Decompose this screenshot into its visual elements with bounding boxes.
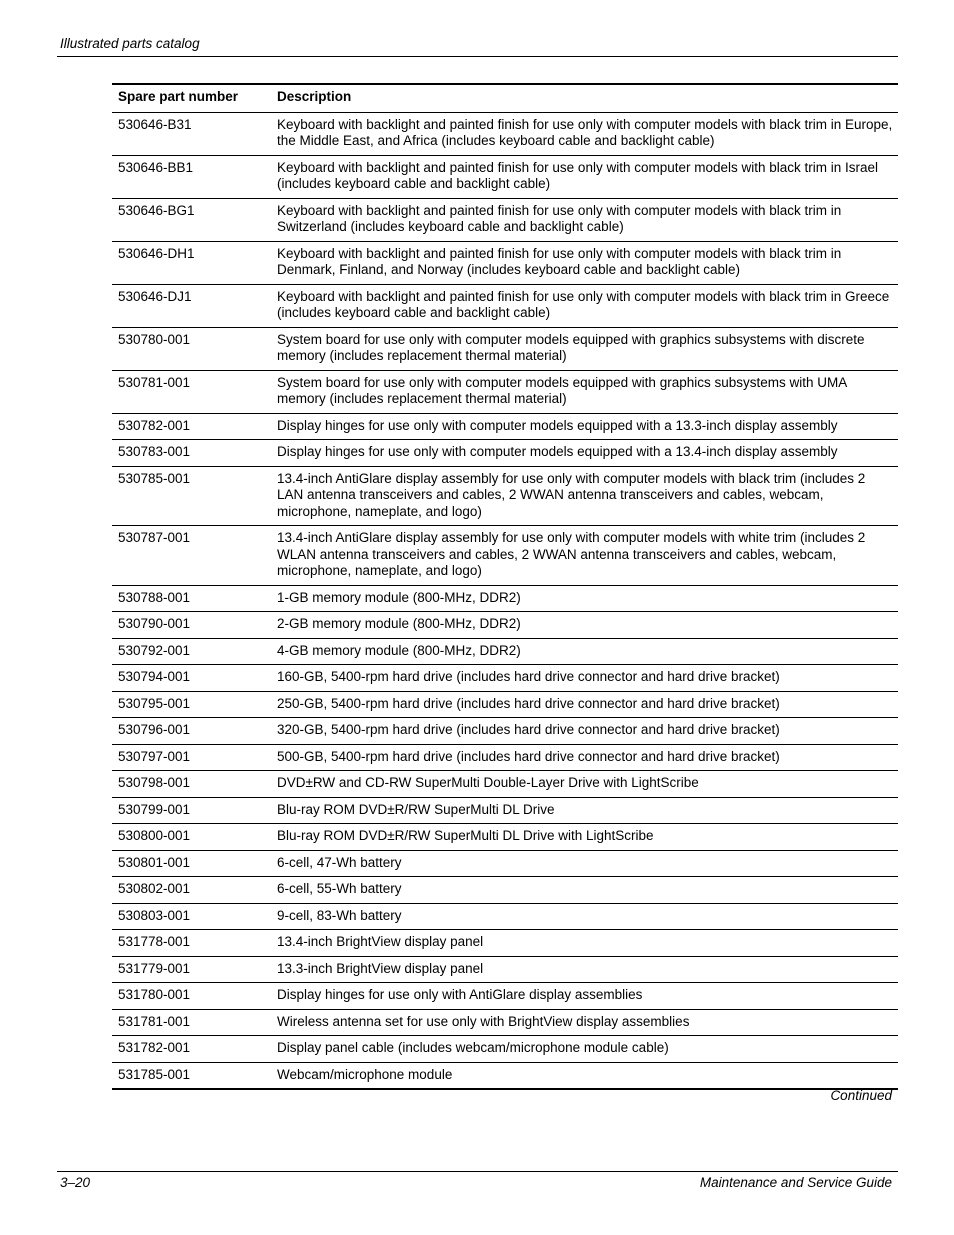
spare-part-number: 530802-001 xyxy=(112,877,271,904)
part-description: DVD±RW and CD-RW SuperMulti Double-Layer Drive with LightScribe xyxy=(271,771,898,798)
table-row xyxy=(112,1036,898,1063)
spare-part-number: 530797-001 xyxy=(112,744,271,771)
part-description: 500-GB, 5400-rpm hard drive (includes hard drive connector and hard drive bracket) xyxy=(271,744,898,771)
spare-part-number: 530796-001 xyxy=(112,718,271,745)
part-description: 6-cell, 47-Wh battery xyxy=(271,850,898,877)
spare-part-number: 531780-001 xyxy=(112,983,271,1010)
table-row xyxy=(112,744,898,771)
spare-part-number: 530788-001 xyxy=(112,585,271,612)
spare-part-number: 530782-001 xyxy=(112,413,271,440)
table-row xyxy=(112,665,898,692)
spare-part-number: 530646-BB1 xyxy=(112,155,271,198)
part-description: 250-GB, 5400-rpm hard drive (includes hard drive connector and hard drive bracket) xyxy=(271,691,898,718)
table-row xyxy=(112,903,898,930)
table-row xyxy=(112,413,898,440)
table-row xyxy=(112,638,898,665)
part-description: Keyboard with backlight and painted finish for use only with computer models with black trim in Denmark, Finland, and Norway (includes keyboard cable and backlight cable) xyxy=(271,241,898,284)
spare-part-number: 530794-001 xyxy=(112,665,271,692)
table-row xyxy=(112,370,898,413)
table-row xyxy=(112,850,898,877)
table-row xyxy=(112,956,898,983)
table-row xyxy=(112,797,898,824)
part-description: System board for use only with computer models equipped with graphics subsystems with UMA memory (includes replacement thermal material) xyxy=(271,370,898,413)
part-description: Display hinges for use only with computer models equipped with a 13.3-inch display assembly xyxy=(271,413,898,440)
spare-part-number: 530790-001 xyxy=(112,612,271,639)
parts-table xyxy=(112,85,898,1088)
part-description: 160-GB, 5400-rpm hard drive (includes hard drive connector and hard drive bracket) xyxy=(271,665,898,692)
table-row xyxy=(112,284,898,327)
table-body xyxy=(112,112,898,1088)
table-row xyxy=(112,983,898,1010)
table-row xyxy=(112,771,898,798)
spare-part-number: 531779-001 xyxy=(112,956,271,983)
spare-part-number: 530646-DJ1 xyxy=(112,284,271,327)
spare-part-number: 531781-001 xyxy=(112,1009,271,1036)
guide-title: Maintenance and Service Guide xyxy=(699,1175,892,1190)
part-description: Webcam/microphone module xyxy=(277,1066,453,1082)
spare-part-number: 530801-001 xyxy=(112,850,271,877)
spare-part-number: 530803-001 xyxy=(112,903,271,930)
table-row xyxy=(112,718,898,745)
spare-part-number: 530780-001 xyxy=(112,327,271,370)
part-description: Display panel cable (includes webcam/microphone module cable) xyxy=(271,1036,898,1063)
table-row xyxy=(112,877,898,904)
spare-part-number: 531782-001 xyxy=(112,1036,271,1063)
table-row xyxy=(112,612,898,639)
header-rule xyxy=(57,56,898,57)
part-description: Display hinges for use only with AntiGlare display assemblies xyxy=(271,983,898,1010)
part-description: 13.4-inch AntiGlare display assembly for use only with computer models with black trim (includes 2 LAN antenna transceivers and cables, 2 WWAN antenna transceivers and cables, webcam, microphone, nameplate, and logo) xyxy=(271,466,898,526)
part-description: 2-GB memory module (800-MHz, DDR2) xyxy=(271,612,898,639)
table-row xyxy=(112,327,898,370)
part-description: Keyboard with backlight and painted finish for use only with computer models with black trim in Europe, the Middle East, and Africa (includes keyboard cable and backlight cable) xyxy=(271,112,898,155)
table-row xyxy=(112,440,898,467)
table-row xyxy=(112,155,898,198)
table-row xyxy=(112,824,898,851)
part-description: 1-GB memory module (800-MHz, DDR2) xyxy=(271,585,898,612)
spare-part-number: 530798-001 xyxy=(112,771,271,798)
part-description: Keyboard with backlight and painted finish for use only with computer models with black trim in Israel (includes keyboard cable and backlight cable) xyxy=(271,155,898,198)
part-description: 13.3-inch BrightView display panel xyxy=(271,956,898,983)
table-header-row xyxy=(112,85,898,112)
footer-rule xyxy=(57,1171,898,1172)
spare-part-number: 530646-DH1 xyxy=(112,241,271,284)
table-row xyxy=(112,198,898,241)
column-header-part-number: Spare part number xyxy=(112,85,271,112)
table-row xyxy=(112,930,898,957)
parts-table-wrapper xyxy=(112,83,898,1090)
spare-part-number: 530795-001 xyxy=(112,691,271,718)
spare-part-number: 530781-001 xyxy=(112,370,271,413)
part-description: Keyboard with backlight and painted finish for use only with computer models with black trim in Switzerland (includes keyboard cable and backlight cable) xyxy=(271,198,898,241)
spare-part-number: 530787-001 xyxy=(112,526,271,586)
part-description: 320-GB, 5400-rpm hard drive (includes hard drive connector and hard drive bracket) xyxy=(271,718,898,745)
part-description: 9-cell, 83-Wh battery xyxy=(271,903,898,930)
running-header: Illustrated parts catalog xyxy=(60,36,200,51)
column-header-description: Description xyxy=(271,85,898,112)
table-row xyxy=(112,691,898,718)
spare-part-number: 530785-001 xyxy=(112,466,271,526)
spare-part-number: 530646-B31 xyxy=(112,112,271,155)
table-row xyxy=(112,585,898,612)
part-description: Keyboard with backlight and painted finish for use only with computer models with black trim in Greece (includes keyboard cable and backlight cable) xyxy=(271,284,898,327)
part-description: Display hinges for use only with computer models equipped with a 13.4-inch display assembly xyxy=(271,440,898,467)
spare-part-number: 530792-001 xyxy=(112,638,271,665)
spare-part-number: 530646-BG1 xyxy=(112,198,271,241)
part-description: 13.4-inch AntiGlare display assembly for use only with computer models with white trim (includes 2 WLAN antenna transceivers and cables, 2 WWAN antenna transceivers and cables, webcam, microphone, nameplate, and logo) xyxy=(271,526,898,586)
part-description: 13.4-inch BrightView display panel xyxy=(271,930,898,957)
table-row xyxy=(112,241,898,284)
table-row xyxy=(112,112,898,155)
table-row xyxy=(112,526,898,586)
spare-part-number: 531778-001 xyxy=(112,930,271,957)
part-description: 6-cell, 55-Wh battery xyxy=(271,877,898,904)
spare-part-number: 530800-001 xyxy=(112,824,271,851)
spare-part-number: 531785-001 xyxy=(118,1066,191,1082)
part-description: Wireless antenna set for use only with BrightView display assemblies xyxy=(271,1009,898,1036)
part-description: Blu-ray ROM DVD±R/RW SuperMulti DL Drive xyxy=(271,797,898,824)
spare-part-number: 530799-001 xyxy=(112,797,271,824)
page-number: 3–20 xyxy=(60,1175,91,1190)
part-description: 4-GB memory module (800-MHz, DDR2) xyxy=(271,638,898,665)
continued-label: Continued xyxy=(830,1088,892,1103)
part-description: System board for use only with computer models equipped with graphics subsystems with discrete memory (includes replacement thermal material) xyxy=(271,327,898,370)
table-row xyxy=(112,1009,898,1036)
table-row xyxy=(112,466,898,526)
table-row xyxy=(112,1062,898,1088)
part-description: Blu-ray ROM DVD±R/RW SuperMulti DL Drive with LightScribe xyxy=(271,824,898,851)
spare-part-number: 530783-001 xyxy=(112,440,271,467)
